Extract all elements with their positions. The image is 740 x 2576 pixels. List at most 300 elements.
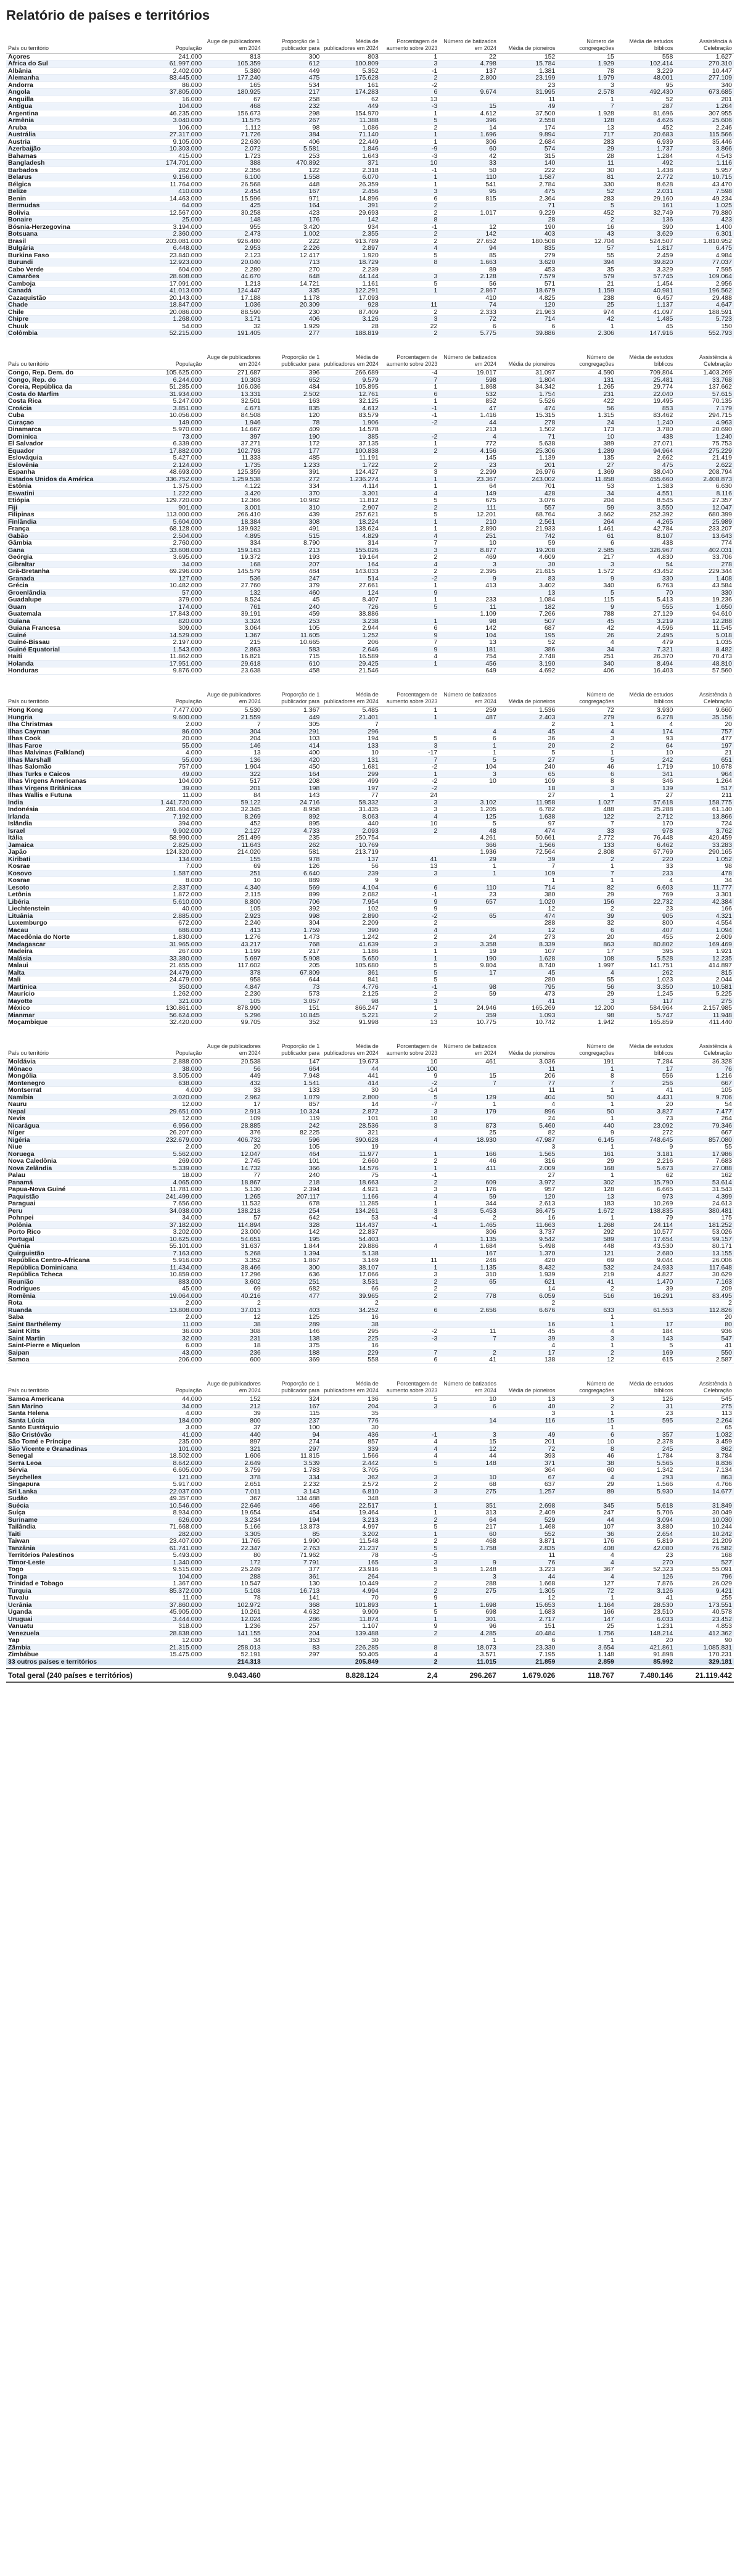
table-cell	[439, 1172, 498, 1179]
table-cell: 1.107	[321, 1623, 380, 1630]
table-cell: 10.859.000	[145, 1271, 204, 1279]
table-cell: 2	[380, 447, 440, 455]
table-cell: 612	[263, 60, 322, 68]
table-cell: 21.859	[498, 1658, 557, 1666]
table-cell: 11.874	[321, 1616, 380, 1623]
table-row	[6, 131, 734, 139]
table-cell: 18.663	[321, 1179, 380, 1186]
country-name: Ucrânia	[6, 1601, 145, 1609]
table-cell: 5.138	[321, 1250, 380, 1257]
country-name: Bulgária	[6, 245, 145, 252]
table-cell: 17.986	[675, 1150, 734, 1158]
table-cell: 114.894	[204, 1221, 263, 1229]
table-cell: 375	[263, 1342, 322, 1350]
table-cell: 16.403	[616, 667, 675, 675]
table-cell: 12.417	[263, 252, 322, 259]
table-cell: 20	[557, 934, 616, 941]
table-cell	[557, 1300, 616, 1307]
table-cell: 59	[439, 991, 498, 998]
table-cell: 757.000	[145, 764, 204, 771]
table-cell: 6	[380, 89, 440, 96]
table-cell: 296	[321, 728, 380, 735]
table-cell: 126	[616, 1573, 675, 1580]
table-cell: 439	[263, 511, 322, 519]
table-row	[6, 1286, 734, 1293]
country-name: Gibraltar	[6, 561, 145, 568]
table-cell: 1.164	[557, 1601, 616, 1609]
table-cell: 11.815	[263, 1453, 322, 1460]
table-cell: 13	[380, 1019, 440, 1026]
country-name: Saipan	[6, 1349, 145, 1356]
table-cell: 413	[439, 582, 498, 590]
table-cell: 474	[498, 827, 557, 835]
table-cell: 636	[263, 1271, 322, 1279]
table-cell: 1	[557, 1087, 616, 1094]
table-cell: 1.441.720.000	[145, 799, 204, 806]
table-row	[6, 1221, 734, 1229]
country-name: Granada	[6, 575, 145, 582]
table-cell: 124	[321, 589, 380, 597]
table-cell: 12	[498, 1595, 557, 1602]
table-cell: 571	[498, 280, 557, 287]
table-cell: 134.261	[321, 1207, 380, 1215]
table-cell: 678	[263, 1200, 322, 1208]
table-cell: -4	[380, 369, 440, 377]
country-name: Chipre	[6, 316, 145, 323]
table-cell: 878.990	[204, 1005, 263, 1012]
table-cell: 1	[439, 1101, 498, 1108]
table-cell: 2	[380, 461, 440, 469]
table-cell: 29	[557, 1481, 616, 1488]
table-cell: 2.504.000	[145, 532, 204, 540]
table-cell: 43.000	[145, 1349, 204, 1356]
table-cell: 17	[616, 1065, 675, 1073]
table-cell: 245	[616, 1445, 675, 1453]
table-row	[6, 582, 734, 590]
table-cell: 306	[439, 1229, 498, 1236]
table-cell: 10	[557, 1439, 616, 1446]
table-cell: 3.705	[321, 1467, 380, 1474]
table-cell: 31.995	[498, 89, 557, 96]
table-cell: 7.876	[616, 1580, 675, 1588]
table-cell: 220	[616, 856, 675, 863]
table-cell: 11.862.000	[145, 653, 204, 661]
country-name: Mônaco	[6, 1065, 145, 1073]
table-cell: 9.706	[675, 1094, 734, 1101]
table-cell: 1.906	[321, 419, 380, 426]
table-cell: 45	[557, 617, 616, 625]
table-cell: 39.820	[616, 259, 675, 266]
table-cell: 191.405	[204, 330, 263, 337]
table-row	[6, 1065, 734, 1073]
table-cell: 302	[557, 1179, 616, 1186]
table-cell: 138.218	[204, 1207, 263, 1215]
table-cell: 48.001	[616, 75, 675, 82]
table-cell: 5.247.000	[145, 398, 204, 405]
column-header: Auge de publicadores em 2024	[204, 1371, 263, 1396]
table-cell: 37.135	[321, 440, 380, 448]
table-cell: 841	[321, 976, 380, 984]
table-cell: 2.890	[321, 912, 380, 920]
table-cell: 28.885	[204, 1122, 263, 1129]
table-cell: 37.860.000	[145, 1601, 204, 1609]
table-cell: 422	[557, 398, 616, 405]
table-cell	[380, 294, 440, 302]
table-cell: 5	[616, 1342, 675, 1350]
table-cell: 1.032	[675, 1431, 734, 1439]
table-cell: 461	[439, 1059, 498, 1066]
table-row	[6, 1453, 734, 1460]
column-header: População	[145, 345, 204, 369]
table-cell: 6	[380, 625, 440, 632]
table-cell: 1.342	[616, 1467, 675, 1474]
country-name: Guadalupe	[6, 597, 145, 604]
table-cell: 287	[616, 103, 675, 110]
table-cell: 3.190	[498, 660, 557, 667]
table-row	[6, 1307, 734, 1314]
table-cell: 1.558	[263, 174, 322, 181]
table-cell: 213	[263, 547, 322, 554]
table-cell: 420	[263, 756, 322, 764]
table-cell: 22.449	[321, 138, 380, 146]
table-row	[6, 188, 734, 196]
country-name: Áustria	[6, 138, 145, 146]
table-cell: 3.301	[321, 490, 380, 497]
table-cell: 90	[675, 1637, 734, 1645]
table-cell: 4	[557, 969, 616, 976]
table-cell: 9.804	[439, 962, 498, 970]
table-cell: 31.637	[204, 1243, 263, 1250]
table-cell: 27	[498, 756, 557, 764]
table-cell: 87.409	[321, 308, 380, 316]
table-cell: 35.156	[675, 714, 734, 721]
table-cell: 3	[380, 1271, 440, 1279]
table-cell	[380, 1424, 440, 1432]
table-cell: 555	[616, 603, 675, 611]
table-cell: 3.444.000	[145, 1616, 204, 1623]
table-cell: 120	[263, 412, 322, 419]
table-cell: 12	[498, 927, 557, 934]
table-cell: 10	[439, 1474, 498, 1481]
table-cell: 94.610	[675, 611, 734, 618]
table-cell: 21.315.000	[145, 1644, 204, 1651]
country-name: Nova Zelândia	[6, 1165, 145, 1172]
country-name: Bonaire	[6, 217, 145, 224]
table-cell: 13	[557, 124, 616, 131]
table-cell: 76	[675, 1065, 734, 1073]
table-cell: 49.234	[675, 195, 734, 202]
table-cell: 857	[263, 1101, 322, 1108]
table-cell: 56	[557, 983, 616, 991]
table-cell: 38.000	[145, 1065, 204, 1073]
country-name: Austrália	[6, 131, 145, 139]
table-cell: 61	[557, 532, 616, 540]
table-cell: -2	[380, 419, 440, 426]
table-cell	[439, 1410, 498, 1418]
table-cell: 6	[498, 323, 557, 330]
table-cell: 3.402	[498, 582, 557, 590]
table-cell: 1.079	[263, 1094, 322, 1101]
table-cell: 1.681	[321, 764, 380, 771]
table-row	[6, 1215, 734, 1222]
table-cell: 138	[263, 1335, 322, 1342]
table-cell: 366	[263, 1165, 322, 1172]
table-cell: 37.271	[204, 440, 263, 448]
country-name: Etiópia	[6, 497, 145, 505]
table-cell: 68.128.000	[145, 526, 204, 533]
table-row	[6, 266, 734, 273]
table-cell: 16	[498, 1321, 557, 1328]
table-cell: 3	[439, 1431, 498, 1439]
table-cell: 12	[498, 906, 557, 913]
table-cell: 3	[380, 941, 440, 948]
country-name: Grécia	[6, 582, 145, 590]
table-cell: 9.902.000	[145, 827, 204, 835]
table-cell: 441	[321, 1073, 380, 1080]
table-cell: 68.764	[498, 511, 557, 519]
table-cell: 2.897	[321, 245, 380, 252]
table-cell: 9.156.000	[145, 174, 204, 181]
table-cell: 50.405	[321, 1651, 380, 1659]
table-cell: 129	[439, 1094, 498, 1101]
table-cell	[380, 1637, 440, 1645]
table-cell: 2.772	[616, 174, 675, 181]
table-cell: 297	[263, 1445, 322, 1453]
table-cell: 161	[321, 81, 380, 89]
table-cell: 121.000	[145, 1474, 204, 1481]
table-cell: 4.065.000	[145, 1179, 204, 1186]
table-cell: 1.381	[498, 67, 557, 75]
table-cell: 70	[616, 589, 675, 597]
table-row	[6, 526, 734, 533]
country-name: Ilhas Salomão	[6, 764, 145, 771]
table-cell: 42	[557, 316, 616, 323]
table-cell	[380, 1573, 440, 1580]
table-cell: 4.827	[616, 1271, 675, 1279]
table-cell: 957	[498, 1186, 557, 1194]
table-cell: 2	[557, 856, 616, 863]
table-cell: 217	[557, 554, 616, 561]
table-cell: 23	[616, 1552, 675, 1559]
table-cell: 8.482	[675, 646, 734, 653]
table-cell: 13	[557, 1193, 616, 1200]
table-cell: 3	[498, 1144, 557, 1151]
table-row	[6, 1637, 734, 1645]
table-cell: 21	[675, 749, 734, 757]
country-name: Palau	[6, 1172, 145, 1179]
table-cell: 34.342	[498, 384, 557, 391]
country-name: Irlanda	[6, 813, 145, 820]
table-cell: 10.982	[263, 497, 322, 505]
table-cell: 1	[557, 1314, 616, 1321]
table-cell: 9	[557, 1129, 616, 1137]
country-name: Angola	[6, 89, 145, 96]
table-header-row	[6, 28, 734, 53]
table-cell: 6.462	[616, 841, 675, 849]
table-cell: 10.056.000	[145, 412, 204, 419]
table-cell: 54.000	[145, 323, 204, 330]
table-row	[6, 1516, 734, 1524]
table-cell: 61.140	[675, 806, 734, 814]
table-cell: 91.998	[321, 1019, 380, 1026]
table-cell: 4	[380, 813, 440, 820]
table-cell: 42	[439, 152, 498, 160]
table-cell: 10.261	[204, 1609, 263, 1616]
table-row	[6, 426, 734, 434]
table-cell: 454	[263, 1509, 322, 1517]
table-cell: 89	[439, 266, 498, 273]
table-cell	[380, 611, 440, 618]
table-cell: 330	[675, 589, 734, 597]
table-cell: 2	[380, 330, 440, 337]
table-row	[6, 1080, 734, 1087]
table-cell: 53.026	[675, 1229, 734, 1236]
country-name: Letônia	[6, 891, 145, 899]
table-cell: 11	[498, 1065, 557, 1073]
table-cell: 4.340	[204, 884, 263, 891]
table-cell: 11.858	[557, 476, 616, 483]
column-header: Número de congregações	[557, 1034, 616, 1059]
table-cell: 36.475	[498, 1207, 557, 1215]
table-cell: 2.157.985	[675, 1005, 734, 1012]
table-cell: 5.413	[616, 597, 675, 604]
table-cell: 7.595	[675, 266, 734, 273]
table-cell: 414.897	[675, 962, 734, 970]
table-cell: 95	[439, 188, 498, 196]
table-cell: 2.318	[321, 167, 380, 174]
country-name: Mayotte	[6, 997, 145, 1005]
table-cell: 4	[380, 245, 440, 252]
table-cell: 1	[557, 863, 616, 870]
country-name: 33 outros países e territórios	[6, 1658, 145, 1666]
table-cell: 44	[439, 1453, 498, 1460]
country-name: Argentina	[6, 110, 145, 117]
table-row	[6, 603, 734, 611]
table-cell: 14.529.000	[145, 632, 204, 639]
table-row	[6, 891, 734, 899]
table-cell: -3	[380, 1335, 440, 1342]
table-cell: 45.905.000	[145, 1609, 204, 1616]
table-cell	[439, 920, 498, 927]
table-cell	[439, 927, 498, 934]
table-cell: 3	[439, 1573, 498, 1580]
table-cell: 813	[204, 53, 263, 60]
table-cell: 6.339.000	[145, 440, 204, 448]
table-cell: 275.229	[675, 447, 734, 455]
table-row	[6, 617, 734, 625]
table-cell	[439, 1424, 498, 1432]
table-cell: 2.197.000	[145, 639, 204, 646]
table-cell: 69	[204, 863, 263, 870]
table-cell: 235.000	[145, 1439, 204, 1446]
table-cell: 449	[263, 67, 322, 75]
table-cell: 2.646	[321, 646, 380, 653]
table-cell: 675	[439, 497, 498, 505]
table-cell: 3.036	[498, 1059, 557, 1066]
table-cell: 835	[498, 245, 557, 252]
table-cell: 652	[263, 376, 322, 384]
table-cell: 7.284	[616, 1059, 675, 1066]
table-row	[6, 540, 734, 547]
table-cell: 16.291	[616, 1292, 675, 1300]
table-cell: 5.296	[204, 1012, 263, 1019]
table-cell: 1.929	[557, 60, 616, 68]
country-name: Tailândia	[6, 1524, 145, 1531]
table-cell: 768	[263, 941, 322, 948]
table-cell: 78	[557, 67, 616, 75]
table-cell: 13	[439, 639, 498, 646]
table-row	[6, 273, 734, 281]
table-cell: 800	[204, 1417, 263, 1424]
table-cell: 10.742	[498, 1019, 557, 1026]
table-cell: 72	[557, 707, 616, 714]
table-cell: 934	[321, 223, 380, 231]
country-name: Ilhas Virgens Britânicas	[6, 785, 145, 792]
table-cell: -1	[380, 223, 440, 231]
table-cell: 2.808	[557, 849, 616, 856]
table-cell: 81	[557, 174, 616, 181]
country-name: Suriname	[6, 1516, 145, 1524]
table-cell: 4.000	[145, 1087, 204, 1094]
table-cell: 6.033	[616, 1616, 675, 1623]
table-cell: 9.044	[616, 1257, 675, 1265]
table-cell: 406	[263, 138, 322, 146]
table-cell: 8.934.000	[145, 1509, 204, 1517]
table-cell: 21.963	[498, 308, 557, 316]
table-cell: 4.431	[616, 1094, 675, 1101]
table-cell: 18	[498, 785, 557, 792]
table-cell: 105	[675, 1087, 734, 1094]
table-cell: 2.825.000	[145, 841, 204, 849]
table-row	[6, 841, 734, 849]
table-cell: 23.916	[321, 1566, 380, 1574]
country-name: Vanuatu	[6, 1623, 145, 1630]
table-cell: 5	[380, 252, 440, 259]
table-cell: 2.748	[498, 653, 557, 661]
table-cell: 345	[557, 1502, 616, 1509]
table-cell: 391	[263, 469, 322, 476]
table-cell: 547	[675, 1335, 734, 1342]
table-cell: 80	[675, 1321, 734, 1328]
table-row	[6, 1165, 734, 1172]
table-cell: 58.332	[321, 799, 380, 806]
table-cell: 239	[321, 870, 380, 877]
table-cell: 368	[263, 1601, 322, 1609]
table-row	[6, 1445, 734, 1453]
table-row	[6, 518, 734, 526]
table-cell: 10.447	[675, 67, 734, 75]
table-cell: 288	[439, 1580, 498, 1588]
table-cell: 11.777	[675, 884, 734, 891]
table-cell: 136	[616, 217, 675, 224]
table-cell: 69	[204, 1286, 263, 1293]
country-name: Portugal	[6, 1236, 145, 1243]
table-cell: 174	[616, 728, 675, 735]
table-cell: 3	[557, 735, 616, 743]
country-table	[6, 345, 734, 675]
table-cell: 2.717	[498, 1616, 557, 1623]
country-name: Saint Barthélemy	[6, 1321, 145, 1328]
table-row	[6, 455, 734, 462]
table-cell: 488	[557, 806, 616, 814]
table-cell: 3	[380, 316, 440, 323]
table-cell: 33	[204, 1087, 263, 1094]
table-row	[6, 1609, 734, 1616]
table-cell: 3.000	[145, 1424, 204, 1432]
table-cell: 113.000.000	[145, 511, 204, 519]
column-header: Média de estudos bíblicos	[616, 345, 675, 369]
table-cell: 524.507	[616, 237, 675, 245]
